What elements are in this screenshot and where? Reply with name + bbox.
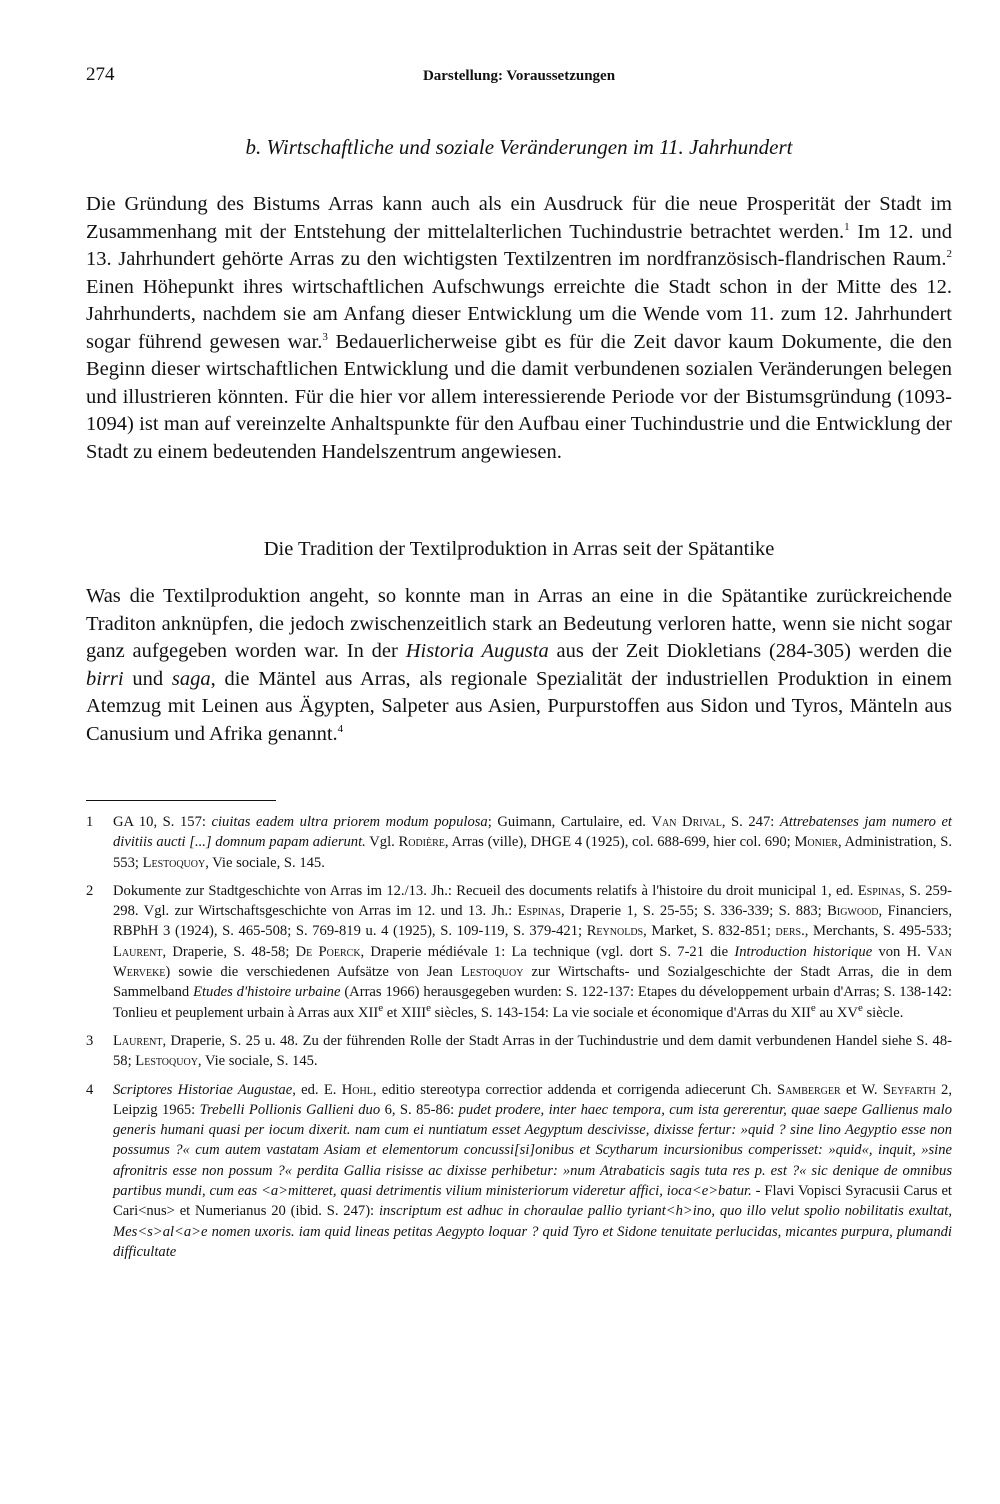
- superscript: e: [426, 1001, 431, 1014]
- footnote-segment: , ed. E.: [292, 1081, 342, 1098]
- footnote-italic: Etudes d'histoire urbaine: [193, 984, 341, 1001]
- footnote-segment: - Flavi Vopisci Syracusii Carus et Cari<nus> et Numerianus 20 (ibid. S. 247):: [113, 1183, 952, 1220]
- author-name: Rodière: [398, 834, 445, 851]
- footnote-italic: inscriptum est adhuc in choraulae pallio tyriant<h>ino, quo illo velut spolio nobilitatis exultat, Mes<s>al<a>e nomen uxoris. iam quid lineas petitas Aegypto loquar ? quid Tyro et Sidone tenuitate perlucidas, micantes purpura, plumandi difficultate: [113, 1203, 952, 1260]
- footnote-segment: 6, S. 85-86:: [380, 1101, 459, 1118]
- footnote-segment: ; Guimann, Cartulaire, ed.: [487, 814, 652, 830]
- paragraph-text: aus der Zeit Diokletians (284-305) werden die: [548, 640, 952, 662]
- author-name: Laurent: [113, 1032, 163, 1049]
- footnote-segment: von H.: [872, 943, 928, 960]
- subheading: Die Tradition der Textilproduktion in Arras seit der Spätantike: [263, 538, 775, 560]
- footnote-italic: pudet prodere, inter haec tempora, cum ista gererentur, quae saepe Gallienus malo generis humani quasi per iocum dixerit. nam cum ei nuntiatum esset Aegyptum descivisse, dixisse fertur: »quid ? sine lino Aegyptio esse non possumus ?« cum autem vastatam Asiam et elementorum concussi[si]onibus et Scytharum incursionibus comperisset: »quid«, inquit, »sine afronitris esse non possum ?« perdita Gallia risisse ac dixisse perhibetur: »num Atrabaticis sagis tuta res p. est ?« sic denique de omnibus partibus mundi, cum eas <a>mitteret, quasi detrimentis vilium ministeriorum videretur affici, ioca<e>batur.: [113, 1101, 952, 1200]
- footnote-segment: , Draperie, S. 25 u. 48. Zu der führenden Rolle der Stadt Arras in der Tuchindustrie und dem damit verbundenen Handel siehe S. 48-58;: [113, 1032, 952, 1070]
- footnote-segment: , Market, S. 832-851;: [643, 923, 776, 940]
- author-name: Bigwood: [827, 903, 879, 920]
- footnote-ref: 1: [844, 220, 850, 233]
- author-name: Lestoquoy: [142, 854, 206, 871]
- superscript: e: [378, 1001, 384, 1014]
- running-head: [86, 64, 952, 94]
- footnote-text: [113, 1031, 952, 1072]
- footnote-text: [113, 1080, 952, 1263]
- author-name: Espinas: [517, 903, 561, 920]
- footnote-segment: et XIII: [383, 1004, 427, 1021]
- body-paragraph: [86, 191, 952, 466]
- footnote-segment: , S. 259-298. Vgl. zur Wirtschaftsgeschichte von Arras im 12. und 13. Jh.:: [113, 882, 952, 920]
- footnote-segment: , Financiers, RBPhH 3 (1924), S. 465-508; S. 769-819 u. 4 (1925), S. 109-119, S. 379-421;: [113, 903, 952, 940]
- author-name: Lestoquoy: [460, 964, 524, 981]
- footnote-segment: , Vie sociale, S. 145.: [205, 854, 325, 871]
- author-name: Hohl: [341, 1081, 373, 1098]
- paragraph-text: Bedauerlicherweise gibt es für die Zeit davor kaum Dokumente, die den Beginn dieser wirtschaftlichen Entwicklung und die damit verbundenen sozialen Veränderungen belegen und illustrieren könnten. Für die hier vor allem interessierende Periode vor der Bistumsgründung (1093-1094) ist man auf vereinzelte Anhaltspunkte für den Aufbau einer Tuchindustrie und die Entwicklung der Stadt zu einem bedeutenden Handelszentrum angewiesen.: [86, 330, 952, 463]
- footnote: [86, 812, 952, 873]
- italic-title: Historia Augusta: [405, 640, 549, 662]
- italic-term: birri: [86, 667, 124, 690]
- footnote-segment: GA 10, S. 157:: [113, 814, 212, 830]
- footnote-text: [113, 812, 952, 873]
- footnote-segment: 2, Leipzig 1965:: [113, 1081, 952, 1118]
- footnote-segment: au XV: [815, 1004, 858, 1021]
- footnote: [86, 881, 952, 1023]
- author-name: Samberger: [776, 1081, 841, 1098]
- paragraph-text: Was die Textilproduktion angeht, so konnte man in Arras an eine in die Spätantike zurückreichende Traditon anknüpfen, die jedoch zwischenzeitlich stark an Bedeutung verloren hatte, wenn sie nicht sogar ganz aufgegeben worden war. In der: [86, 585, 952, 662]
- footnote-italic: Scriptores Historiae Augustae: [113, 1081, 293, 1098]
- author-name: Reynolds: [586, 923, 644, 940]
- paragraph-text: und: [123, 667, 172, 690]
- footnote-segment: , Draperie, S. 48-58;: [162, 943, 296, 960]
- footnote-number: 2: [86, 882, 94, 899]
- footnote-number: 1: [86, 814, 94, 830]
- author-name: ders.: [775, 923, 805, 940]
- footnote-segment: , Merchants, S. 495-533;: [804, 923, 952, 940]
- author-name: Seyfarth: [882, 1081, 936, 1098]
- footnote-segment: zur Wirtschafts- und Sozialgeschichte der Stadt Arras, die in dem Sammelband: [113, 964, 952, 1001]
- footnote-separator: [86, 800, 276, 801]
- footnote-number: 4: [86, 1081, 94, 1098]
- footnote-segment: et W.: [840, 1081, 883, 1098]
- footnote-segment: Vgl.: [365, 834, 399, 851]
- footnote: [86, 1080, 952, 1263]
- footnote-italic: ciuitas eadem ultra priorem modum populosa: [211, 814, 488, 830]
- paragraph-text: Die Gründung des Bistums Arras kann auch als ein Ausdruck für die neue Prosperität der Stadt im Zusammenhang mit der Entstehung der mittelalterlichen Tuchindustrie betrachtet werden.: [86, 193, 952, 243]
- footnotes: [86, 812, 952, 1270]
- footnote-italic: Trebelli Pollionis Gallieni duo: [199, 1101, 381, 1118]
- footnote-text: [113, 881, 952, 1023]
- page-number: 274: [86, 64, 115, 85]
- footnote-ref: 2: [946, 248, 952, 261]
- author-name: De Poerck: [295, 943, 361, 960]
- footnote-segment: siècle.: [862, 1004, 904, 1021]
- author-name: Van Werveke: [113, 943, 952, 981]
- footnote-segment: , Arras (ville), DHGE 4 (1925), col. 688-699, hier col. 690;: [444, 834, 795, 851]
- paragraph-text: Im 12. und 13. Jahrhundert gehörte Arras zu den wichtigsten Textilzentren im nordfranzösisch-flandrischen Raum.: [86, 220, 952, 270]
- author-name: Espinas: [857, 882, 902, 899]
- paragraph-text: Einen Höhepunkt ihres wirtschaftlichen Aufschwungs erreichte die Stadt schon in der Mitte des 12. Jahrhunderts, nachdem sie am Anfang dieser Entwicklung um die Wende vom 11. zum 12. Jahrhundert sogar führend gewesen war.: [86, 275, 952, 353]
- superscript: e: [857, 1001, 863, 1014]
- superscript: e: [810, 1001, 816, 1014]
- footnote-segment: (Arras 1966) herausgegeben wurden: S. 122-137: Etapes du développement urbain d'Arras; S. 138-142: Tonlieu et peuplement urbain à Arras aux XII: [113, 984, 952, 1021]
- author-name: Van Drival: [651, 814, 722, 830]
- author-name: Lestoquoy: [135, 1053, 198, 1070]
- footnote-segment: , S. 247:: [721, 814, 780, 830]
- section-heading: b. Wirtschaftliche und soziale Veränderungen im 11. Jahrhundert: [245, 135, 793, 159]
- author-name: Laurent: [113, 943, 163, 960]
- footnote-segment: siècles, S. 143-154: La vie sociale et économique d'Arras du XII: [430, 1004, 811, 1021]
- footnote-segment: , Administration, S. 553;: [113, 834, 952, 871]
- author-name: Monier: [794, 834, 838, 851]
- footnote-segment: , editio stereotypa correctior addenda et corrigenda adiecerunt Ch.: [372, 1081, 777, 1098]
- footnote-segment: , Vie sociale, S. 145.: [197, 1053, 318, 1070]
- footnote-segment: Dokumente zur Stadtgeschichte von Arras im 12./13. Jh.: Recueil des documents relatifs à l'histoire du droit municipal 1, ed.: [113, 882, 858, 899]
- italic-term: saga: [171, 667, 211, 690]
- paragraph-text: , die Mäntel aus Arras, als regionale Spezialität der industriellen Produktion in einem Atemzug mit Leinen aus Ägypten, Salpeter aus Asien, Purpurstoffen aus Sidon und Tyros, Mänteln aus Canusium und Afrika genannt.: [86, 667, 953, 745]
- footnote: [86, 1031, 952, 1072]
- footnote-number: 3: [86, 1032, 94, 1049]
- footnote-segment: , Draperie 1, S. 25-55; S. 336-339; S. 883;: [561, 903, 828, 920]
- footnote-italic: Attrebatenses jam numero et divitiis aucti [...] domnum papam adierunt.: [113, 814, 952, 851]
- footnote-ref: 4: [337, 722, 344, 735]
- footnote-segment: , Draperie médiévale 1: La technique (vgl. dort S. 7-21 die: [360, 943, 735, 960]
- body-paragraph: [86, 583, 952, 748]
- footnote-italic: Introduction historique: [734, 943, 873, 960]
- footnote-ref: 3: [322, 330, 328, 343]
- footnote-segment: ) sowie die verschiedenen Aufsätze von Jean: [165, 964, 461, 981]
- running-title: Darstellung: Voraussetzungen: [422, 68, 616, 84]
